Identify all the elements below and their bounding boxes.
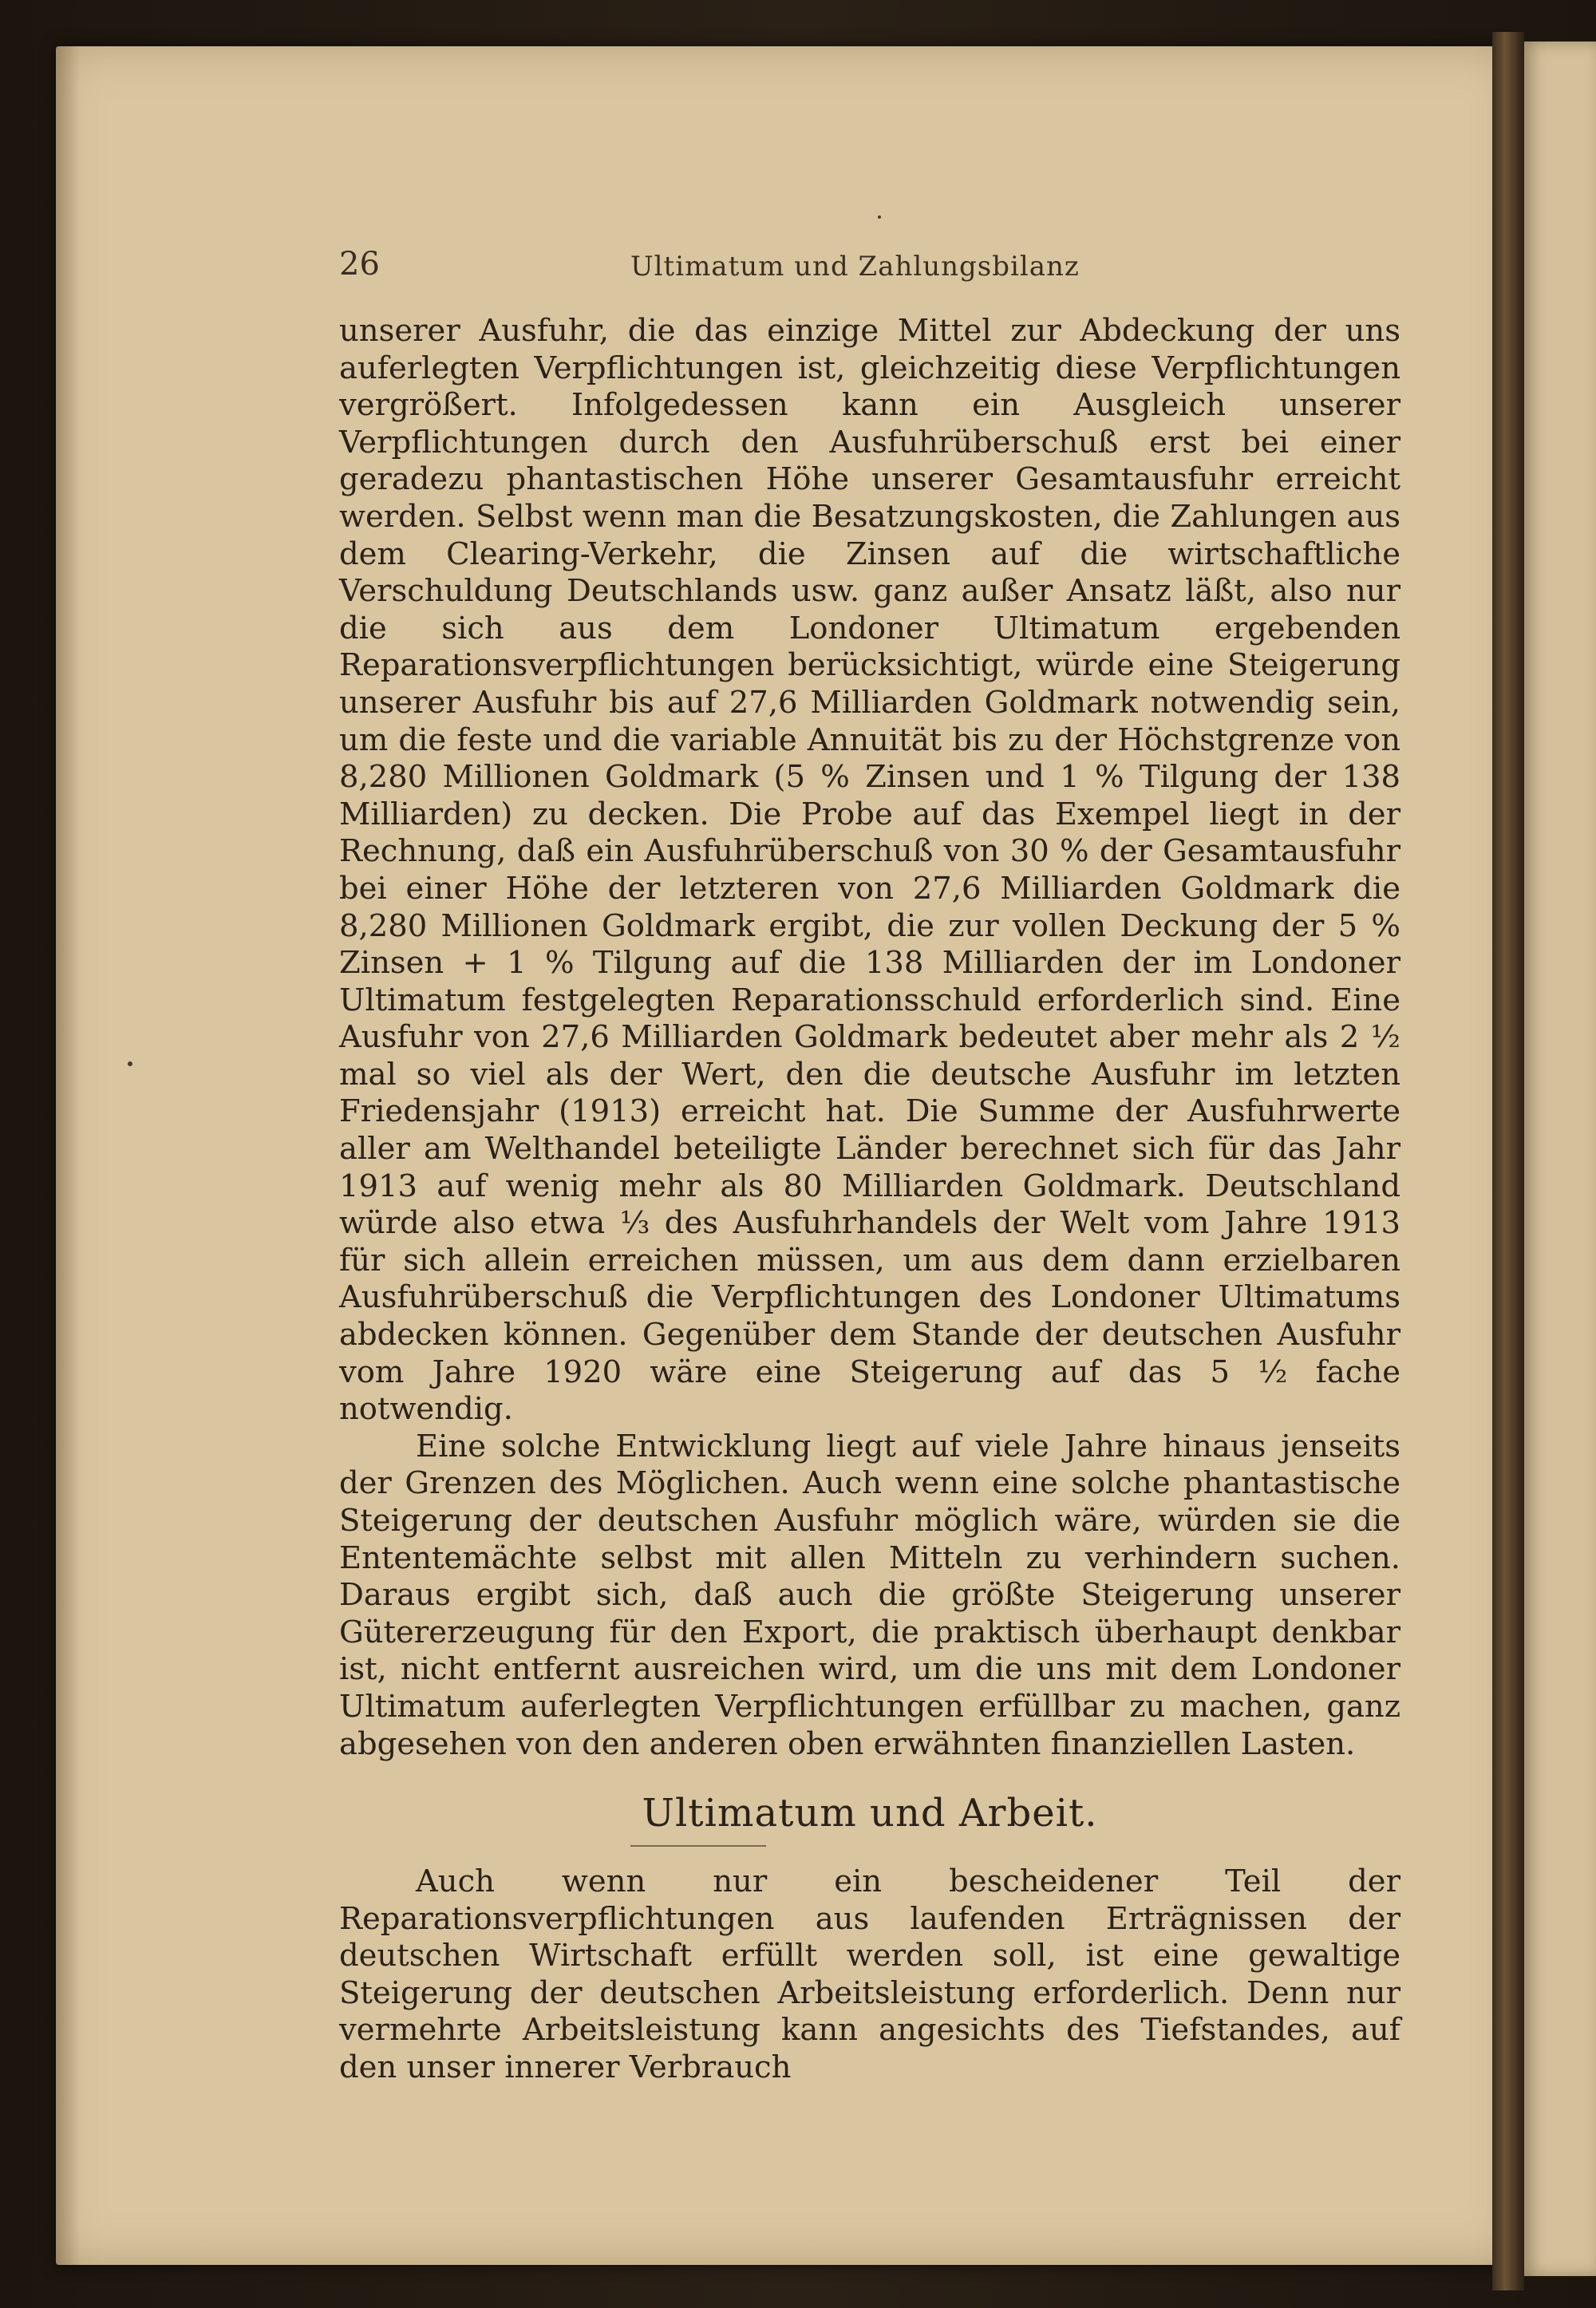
- section-text: [339, 1863, 1400, 2087]
- body-paragraph: Auch wenn nur ein bescheidener Teil der Reparationsverpflichtungen aus laufenden Erträgnissen der deutschen Wirtschaft erfüllt werden soll, ist eine gewaltige Steigerung der deutschen Arbeitsleistung erforderlich. Denn nur vermehrte Arbeitsleistung kann angesichts des Tiefstandes, auf den unser innerer Verbrauch: [339, 1863, 1400, 2085]
- page-edge-shadow: [56, 46, 80, 2265]
- main-text: [339, 313, 1400, 1763]
- ink-speck: [128, 1061, 132, 1066]
- ink-speck: [878, 215, 881, 219]
- adjacent-page-edge: [1524, 41, 1596, 2276]
- page-header: [339, 246, 1400, 286]
- heading-rule: [630, 1845, 766, 1847]
- body-paragraph: Eine solche Entwicklung liegt auf viele Jahre hinaus jenseits der Grenzen des Möglichen. Auch wenn eine solche phantastische Steigerung der deutschen Ausfuhr möglich wäre, würden sie die Ententemächte selbst mit allen Mitteln zu verhindern suchen. Daraus ergibt sich, daß auch die größte Steigerung unserer Gütererzeugung für den Export, die praktisch überhaupt denkbar ist, nicht entfernt ausreichen wird, um die uns mit dem Londoner Ultimatum auferlegten Verpflichtungen erfüllbar zu machen, ganz abgesehen von den anderen oben erwähnten finanziellen Lasten.: [339, 1428, 1400, 1762]
- running-head: Ultimatum und Zahlungsbilanz: [630, 251, 1080, 283]
- section-heading: Ultimatum und Arbeit.: [642, 1791, 1098, 1836]
- page-number: 26: [339, 246, 380, 283]
- body-paragraph: unserer Ausfuhr, die das einzige Mittel zur Abdeckung der uns auferlegten Verpflichtungen ist, gleichzeitig diese Verpflichtungen vergrößert. Infolgedessen kann ein Ausgleich unserer Verpflichtungen durch den Ausfuhrüberschuß erst bei einer geradezu phantastischen Höhe unserer Gesamtausfuhr erreicht werden. Selbst wenn man die Besatzungskosten, die Zahlungen aus dem Clearing-Verkehr, die Zinsen auf die wirtschaftliche Verschuldung Deutschlands usw. ganz außer Ansatz läßt, also nur die sich aus dem Londoner Ultimatum ergebenden Reparationsverpflichtungen berücksichtigt, würde eine Steigerung unserer Ausfuhr bis auf 27,6 Milliarden Goldmark notwendig sein, um die feste und die variable Annuität bis zu der Höchstgrenze von 8,280 Millionen Goldmark (5 % Zinsen und 1 % Tilgung der 138 Milliarden) zu decken. Die Probe auf das Exempel liegt in der Rechnung, daß ein Ausfuhrüberschuß von 30 % der Gesamtausfuhr bei einer Höhe der letzteren von 27,6 Milliarden Goldmark die 8,280 Millionen Goldmark ergibt, die zur vollen Deckung der 5 % Zinsen + 1 % Tilgung auf die 138 Milliarden der im Londoner Ultimatum festgelegten Reparationsschuld erforderlich sind. Eine Ausfuhr von 27,6 Milliarden Goldmark bedeutet aber mehr als 2 ½ mal so viel als der Wert, den die deutsche Ausfuhr im letzten Friedensjahr (1913) erreicht hat. Die Summe der Ausfuhrwerte aller am Welthandel beteiligte Länder berechnet sich für das Jahr 1913 auf wenig mehr als 80 Milliarden Goldmark. Deutschland würde also etwa ⅓ des Ausfuhrhandels der Welt vom Jahre 1913 für sich allein erreichen müssen, um aus dem dann erzielbaren Ausfuhrüberschuß die Verpflichtungen des Londoner Ultimatums abdecken können. Gegenüber dem Stande der deutschen Ausfuhr vom Jahre 1920 wäre eine Steigerung auf das 5 ½ fache notwendig.: [339, 313, 1400, 1428]
- book-gutter: [1492, 32, 1524, 2290]
